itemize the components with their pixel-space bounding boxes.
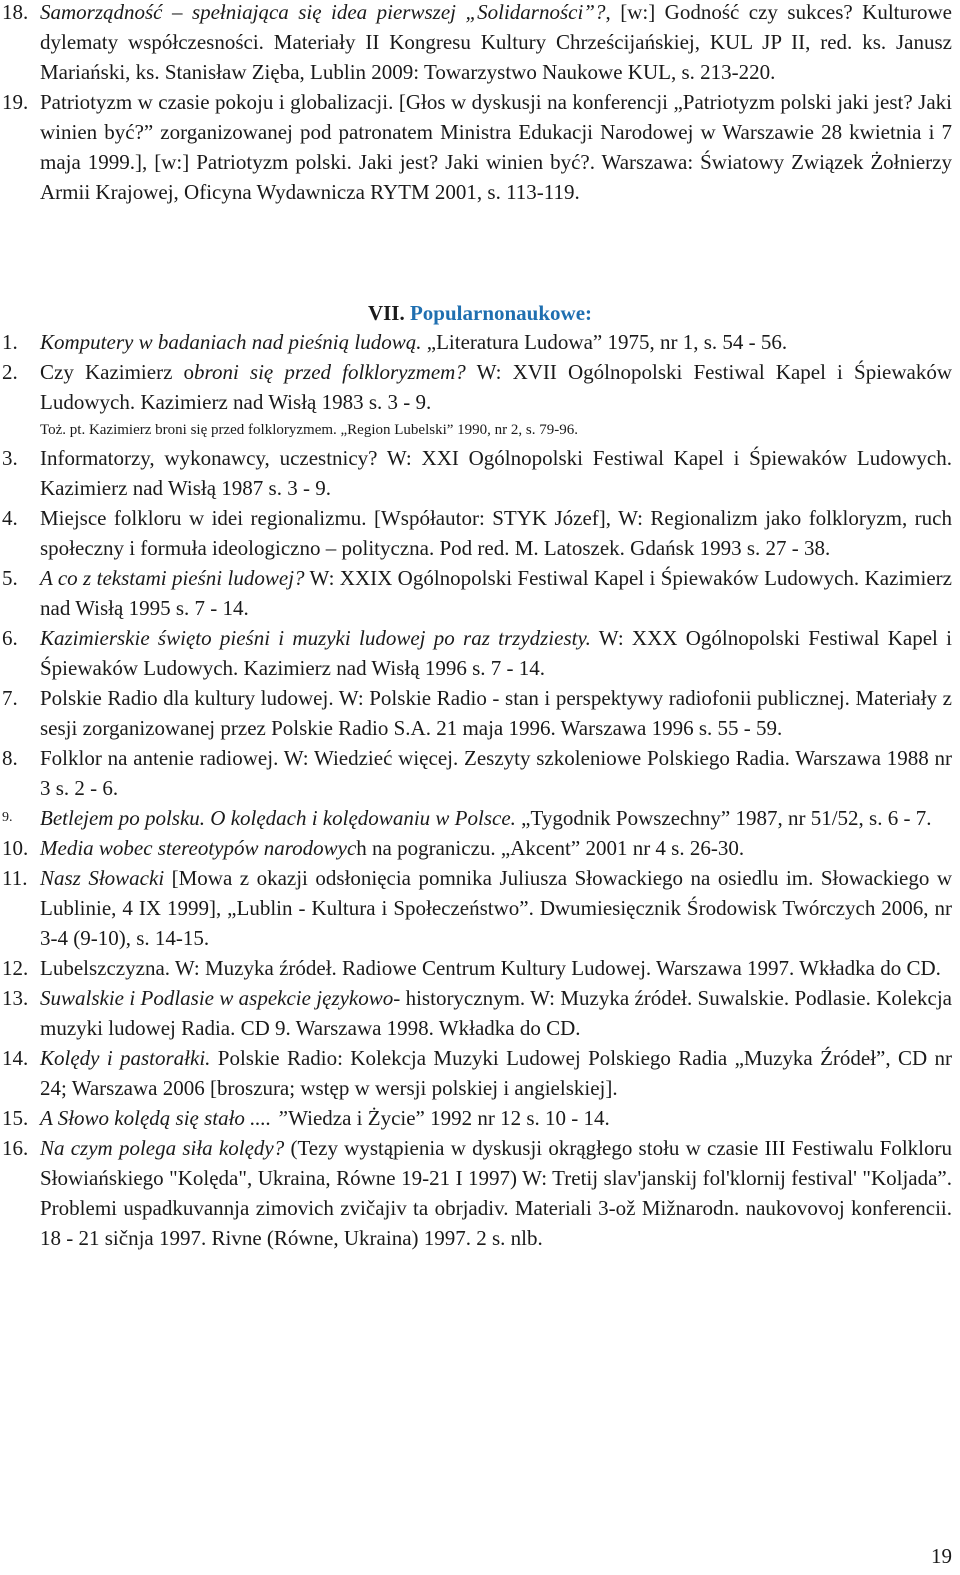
- item-number: 2.: [2, 360, 18, 384]
- list-item: [0, 563, 952, 623]
- item-number: 3.: [2, 446, 18, 470]
- item-number: 5.: [2, 566, 18, 590]
- item-text: [40, 626, 952, 680]
- item-number: 6.: [2, 626, 18, 650]
- item-text-part: , [w:] Godność czy sukces? Kulturowe dylematy współczesności. Materiały II Kongresu Kultury Chrześcijańskiej, KUL JP II, red. ks. Janusz Mariański, ks. Stanisław Zięba, Lublin 2009: Towarzystwo Naukowe KUL, s. 213-220.: [40, 0, 952, 84]
- item-text-part: „Tygodnik Powszechny” 1987, nr 51/52, s. 6 - 7.: [515, 806, 932, 830]
- item-number: 13.: [2, 986, 29, 1010]
- item-title-italic: A co z tekstami pieśni ludowej?: [40, 566, 305, 590]
- bibliography-list-popular: [0, 327, 952, 1253]
- item-text-part: W: XXX Ogólnopolski Festiwal Kapel i Śpiewaków Ludowych. Kazimierz nad Wisłą 1996 s. 7 - 14.: [40, 626, 952, 680]
- item-text-part: h na pograniczu. „Akcent” 2001 nr 4 s. 26-30.: [356, 836, 745, 860]
- item-text: [40, 566, 952, 620]
- page-number: 19: [931, 1544, 952, 1568]
- item-number: 7.: [2, 686, 18, 710]
- item-text: [40, 1106, 610, 1130]
- item-title-italic: Media wobec stereotypów narodowyc: [40, 836, 357, 860]
- item-text-part: W: XVII Ogólnopolski Festiwal Kapel i Śpiewaków Ludowych. Kazimierz nad Wisłą 1983 s. 3 - 9.: [40, 360, 953, 414]
- list-item: [0, 0, 952, 87]
- list-item: [0, 683, 952, 743]
- item-number: 11.: [2, 866, 28, 890]
- item-number: 16.: [2, 1136, 29, 1160]
- item-text-part: W: XXIX Ogólnopolski Festiwal Kapel i Śpiewaków Ludowych. Kazimierz nad Wisłą 1995 s. 7 - 14.: [40, 566, 952, 620]
- item-note: Toż. pt. Kazimierz broni się przed folkloryzmem. „Region Lubelski” 1990, nr 2, s. 79-96.: [40, 422, 578, 438]
- item-text: [40, 360, 952, 414]
- item-text: [40, 806, 931, 830]
- item-text-part: Miejsce folkloru w idei regionalizmu. [Współautor: STYK Józef], W: Regionalizm jako folkloryzm, ruch społeczny i formuła ideologiczno – polityczna. Pod red. M. Latoszek. Gdańsk 1993 s. 27 - 38.: [40, 506, 952, 560]
- item-text: [40, 1136, 952, 1250]
- list-item: [0, 623, 952, 683]
- item-text: [40, 0, 952, 84]
- section-title: Popularnonaukowe:: [409, 301, 593, 325]
- list-item: [0, 983, 952, 1043]
- section-heading: [0, 298, 960, 328]
- item-text: [40, 1046, 952, 1100]
- list-item: [0, 833, 952, 863]
- item-text: [40, 686, 952, 740]
- item-text-part: Wiedza i Życie” 1992 nr 12 s. 10 - 14.: [288, 1106, 610, 1130]
- list-item: [0, 1103, 952, 1133]
- item-text-part: Czy Kazimierz o: [40, 360, 195, 384]
- item-text-part: [Mowa z okazji odsłonięcia pomnika Juliusza Słowackiego na osiedlu im. Słowackiego w Lublinie, 4 IX 1999], „Lublin - Kultura i Społeczeństwo”. Dwumiesięcznik Środowisk Twórczych 2006, nr 3-4 (9-10), s. 14-15.: [40, 866, 952, 950]
- item-text-part: Patriotyzm w czasie pokoju i globalizacji. [Głos w dyskusji na konferencji „Patriotyzm polski jaki jest? Jaki winien być?” zorganizowanej pod patronatem Ministra Edukacji Narodowej w Warszawie 28 kwietnia i 7 maja 1999.], [w:] Patriotyzm polski. Jaki jest? Jaki winien być?. Warszawa: Światowy Związek Żołnierzy Armii Krajowej, Oficyna Wydawnicza RYTM 2001, s. 113-119.: [40, 90, 952, 204]
- item-number: 14.: [2, 1046, 29, 1070]
- list-item: [0, 1133, 952, 1253]
- item-number: 4.: [2, 506, 18, 530]
- item-title-italic: Kazimierskie święto pieśni i muzyki ludowej po raz trzydziesty.: [40, 626, 591, 650]
- list-item: [0, 87, 952, 207]
- list-item: [0, 1043, 952, 1103]
- item-text-part: Informatorzy, wykonawcy, uczestnicy? W: XXI Ogólnopolski Festiwal Kapel i Śpiewaków Ludowych. Kazimierz nad Wisłą 1987 s. 3 - 9.: [40, 446, 952, 500]
- item-number: 8.: [2, 746, 18, 770]
- item-text: [40, 866, 952, 950]
- item-text: [40, 986, 952, 1040]
- item-text: [40, 90, 952, 204]
- item-title-italic: Kolędy i pastorałki.: [40, 1046, 211, 1070]
- item-number: 18.: [2, 0, 29, 24]
- item-number: 10.: [2, 836, 29, 860]
- item-number: 1.: [2, 330, 18, 354]
- item-number: 19.: [2, 90, 29, 114]
- item-text: [40, 506, 952, 560]
- item-text: [40, 836, 744, 860]
- list-item: [0, 743, 952, 803]
- item-number: 12.: [2, 956, 29, 980]
- item-title-italic: Suwalskie i Podlasie w aspekcie językowo-: [40, 986, 401, 1010]
- item-text: [40, 746, 952, 800]
- item-title-italic: Na czym polega siła kolędy?: [40, 1136, 285, 1160]
- list-item: [0, 803, 952, 833]
- item-text-part: „Literatura Ludowa” 1975, nr 1, s. 54 - 56.: [421, 330, 788, 354]
- item-text-part: Lubelszczyzna. W: Muzyka źródeł. Radiowe Centrum Kultury Ludowej. Warszawa 1997. Wkładka do CD.: [40, 956, 941, 980]
- item-text: [40, 956, 941, 980]
- item-title-italic: Komputery w badaniach nad pieśnią ludową.: [40, 330, 422, 354]
- list-item: [0, 443, 952, 503]
- item-title-italic: A Słowo kolędą się stało .... ”: [40, 1106, 289, 1130]
- list-item: [0, 863, 952, 953]
- section-number: VII.: [367, 301, 405, 325]
- item-text: [40, 446, 952, 500]
- item-title-italic: Nasz Słowacki: [40, 866, 165, 890]
- list-item: [0, 357, 952, 417]
- list-item: [0, 503, 952, 563]
- item-number: 15.: [2, 1106, 29, 1130]
- item-title-italic: Samorządność – spełniająca się idea pierwszej „Solidarności”?: [40, 0, 606, 24]
- list-item: [0, 327, 952, 357]
- item-title-italic: broni się przed folkloryzmem?: [194, 360, 466, 384]
- item-title-italic: Betlejem po polsku. O kolędach i kolędowaniu w Polsce.: [40, 806, 516, 830]
- list-item: [0, 953, 952, 983]
- bibliography-list-top: [0, 0, 952, 207]
- item-text-part: (Tezy wystąpienia w dyskusji okrągłego stołu w czasie III Festiwalu Folkloru Słowiańskiego "Kolęda", Ukraina, Równe 19-21 I 1997) W: Tretij slav'janskij fol'klornij festival' "Koljada”. Problemi uspadkuvannja zimovich zvičajiv ta obrjadiv. Materiali 3-ož Mižnarodn. naukovovoj konferencii. 18 - 21 sičnja 1997. Rivne (Równe, Ukraina) 1997. 2 s. nlb.: [40, 1136, 953, 1250]
- item-text-part: historycznym. W: Muzyka źródeł. Suwalskie. Podlasie. Kolekcja muzyki ludowej Radia. CD 9. Warszawa 1998. Wkładka do CD.: [40, 986, 952, 1040]
- item-number: 9.: [2, 810, 13, 825]
- item-text-part: Folklor na antenie radiowej. W: Wiedzieć więcej. Zeszyty szkoleniowe Polskiego Radia. Warszawa 1988 nr 3 s. 2 - 6.: [40, 746, 952, 800]
- item-text-part: Polskie Radio dla kultury ludowej. W: Polskie Radio - stan i perspektywy radiofonii publicznej. Materiały z sesji zorganizowanej przez Polskie Radio S.A. 21 maja 1996. Warszawa 1996 s. 55 - 59.: [40, 686, 952, 740]
- item-text-part: Polskie Radio: Kolekcja Muzyki Ludowej Polskiego Radia „Muzyka Źródeł”, CD nr 24; Warszawa 2006 [broszura; wstęp w wersji polskiej i angielskiej].: [40, 1046, 952, 1100]
- item-text: [40, 330, 787, 354]
